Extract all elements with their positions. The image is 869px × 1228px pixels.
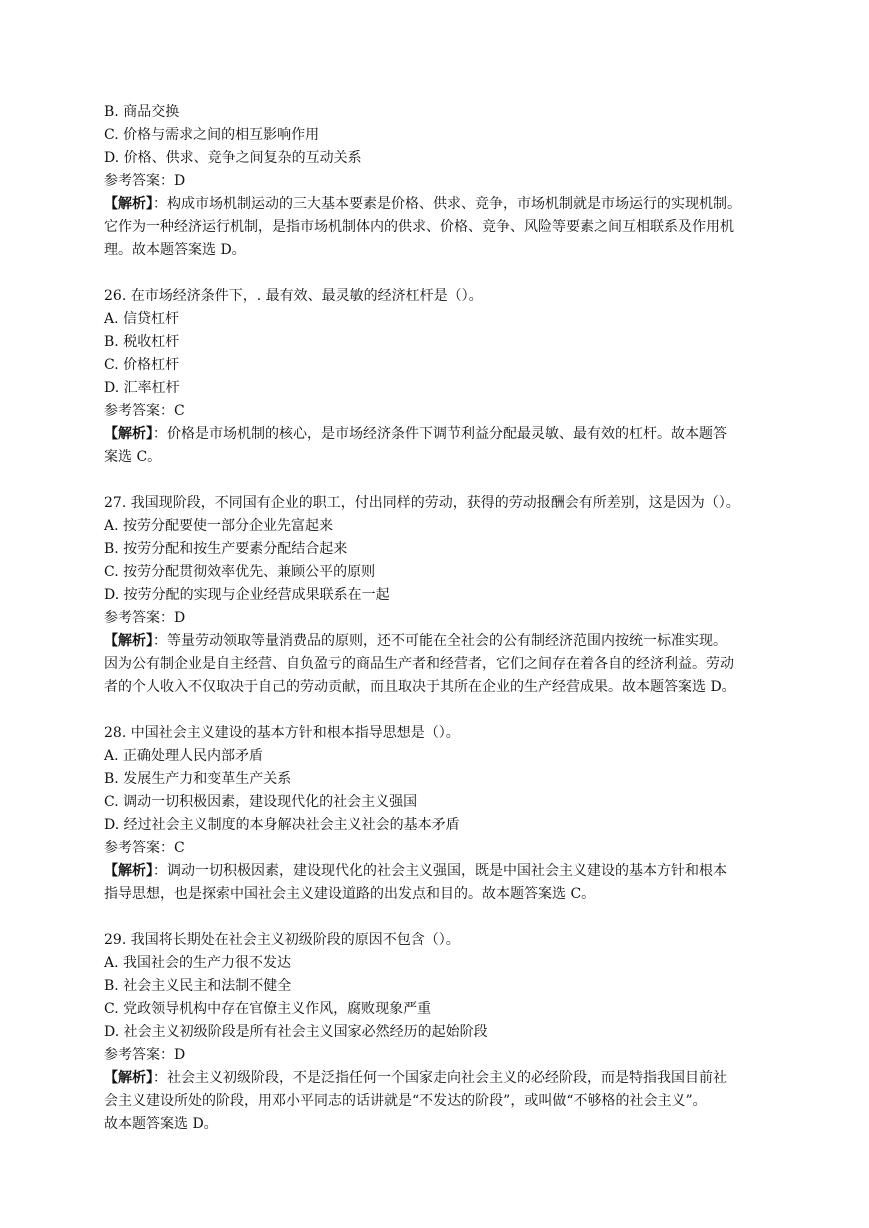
analysis-line	[104, 193, 794, 216]
reference-answer: 参考答案：C	[104, 403, 185, 419]
question-block-continued	[104, 101, 794, 262]
question-stem: 29. 我国将长期处在社会主义初级阶段的原因不包含（）。	[104, 932, 460, 948]
reference-answer: 参考答案：D	[104, 610, 186, 626]
analysis-tag: 【解析】	[104, 1070, 153, 1086]
option-d: D. 汇率杠杆	[104, 380, 180, 396]
question-block-29	[104, 929, 794, 1136]
analysis-line	[104, 630, 794, 653]
question-block-27	[104, 492, 794, 699]
question-stem: 27. 我国现阶段，不同国有企业的职工，付出同样的劳动，获得的劳动报酬会有所差别，这是因为（）。	[104, 495, 740, 511]
analysis-tag: 【解析】	[104, 633, 153, 649]
analysis-line: 故本题答案选 D。	[104, 1116, 218, 1132]
analysis-line	[104, 1067, 794, 1090]
analysis-tag: 【解析】	[104, 196, 153, 212]
option-c: C. 调动一切积极因素，建设现代化的社会主义强国	[104, 794, 418, 810]
option-b: B. 按劳分配和按生产要素分配结合起来	[104, 541, 348, 557]
option-d: D. 经过社会主义制度的本身解决社会主义社会的基本矛盾	[104, 817, 460, 833]
option-d: D. 社会主义初级阶段是所有社会主义国家必然经历的起始阶段	[104, 1024, 488, 1040]
analysis-text: ：构成市场机制运动的三大基本要素是价格、供求、竞争，市场机制就是市场运行的实现机制。	[153, 196, 741, 212]
option-b: B. 商品交换	[104, 104, 180, 120]
option-a: A. 我国社会的生产力很不发达	[104, 955, 292, 971]
analysis-text: ：调动一切积极因素，建设现代化的社会主义强国，既是中国社会主义建设的基本方针和根本	[153, 863, 727, 879]
question-block-26	[104, 285, 794, 469]
reference-answer: 参考答案：D	[104, 173, 186, 189]
question-block-28	[104, 722, 794, 906]
analysis-tag: 【解析】	[104, 863, 153, 879]
reference-answer: 参考答案：C	[104, 840, 185, 856]
option-a: A. 正确处理人民内部矛盾	[104, 748, 264, 764]
analysis-line: 者的个人收入不仅取决于自己的劳动贡献，而且取决于其所在企业的生产经营成果。故本题答案选 D。	[104, 679, 736, 695]
analysis-text: ：社会主义初级阶段，不是泛指任何一个国家走向社会主义的必经阶段，而是特指我国目前社	[153, 1070, 727, 1086]
analysis-line: 指导思想，也是探索中国社会主义建设道路的出发点和目的。故本题答案选 C。	[104, 886, 596, 902]
option-a: A. 按劳分配要使一部分企业先富起来	[104, 518, 334, 534]
analysis-line	[104, 860, 794, 883]
option-b: B. 税收杠杆	[104, 334, 180, 350]
analysis-line: 理。故本题答案选 D。	[104, 242, 246, 258]
option-c: C. 按劳分配贯彻效率优先、兼顾公平的原则	[104, 564, 376, 580]
question-stem: 28. 中国社会主义建设的基本方针和根本指导思想是（）。	[104, 725, 460, 741]
option-b: B. 社会主义民主和法制不健全	[104, 978, 292, 994]
option-d: D. 价格、供求、竞争之间复杂的互动关系	[104, 150, 362, 166]
reference-answer: 参考答案：D	[104, 1047, 186, 1063]
option-c: C. 党政领导机构中存在官僚主义作风，腐败现象严重	[104, 1001, 432, 1017]
option-d: D. 按劳分配的实现与企业经营成果联系在一起	[104, 587, 390, 603]
option-c: C. 价格杠杆	[104, 357, 180, 373]
analysis-line: 它作为一种经济运行机制，是指市场机制体内的供求、价格、竞争、风险等要素之间互相联系及作用机	[104, 219, 734, 235]
analysis-text: ：等量劳动领取等量消费品的原则，还不可能在全社会的公有制经济范围内按统一标准实现。	[153, 633, 727, 649]
option-a: A. 信贷杠杆	[104, 311, 180, 327]
analysis-text: ：价格是市场机制的核心，是市场经济条件下调节利益分配最灵敏、最有效的杠杆。故本题答	[153, 426, 727, 442]
option-c: C. 价格与需求之间的相互影响作用	[104, 127, 320, 143]
question-stem: 26. 在市场经济条件下，. 最有效、最灵敏的经济杠杆是（）。	[104, 288, 483, 304]
analysis-line: 会主义建设所处的阶段，用邓小平同志的话讲就是“不发达的阶段”，或叫做“不够格的社会主义”。	[104, 1093, 707, 1109]
analysis-tag: 【解析】	[104, 426, 153, 442]
option-b: B. 发展生产力和变革生产关系	[104, 771, 292, 787]
analysis-line: 案选 C。	[104, 449, 162, 465]
document-page	[104, 101, 794, 1136]
analysis-line: 因为公有制企业是自主经营、自负盈亏的商品生产者和经营者，它们之间存在着各自的经济利益。劳动	[104, 656, 734, 672]
analysis-line	[104, 423, 794, 446]
